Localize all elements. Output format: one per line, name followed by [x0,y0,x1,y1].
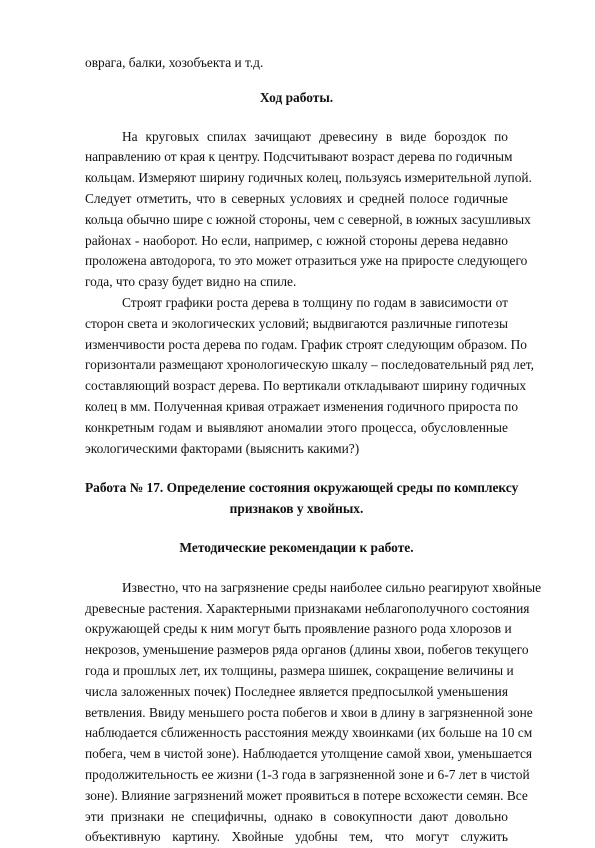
section-heading: Ход работы. [259,89,334,105]
paragraph-line: конкретным годам и выявляют аномалии этого процесса, обусловленные [85,419,508,435]
paragraph-2 [85,293,534,459]
spacer [85,459,508,478]
spacer [85,74,508,88]
paragraph-line: колец в мм. Полученная кривая отражает изменения годичного прироста по [85,398,519,414]
document-body [85,53,542,848]
paragraph-line: кольца обычно шире с южной стороны, чем с северной, в южных засушливых [85,211,531,227]
paragraph-line: наблюдается сближенность расстояния между хвоинками (их больше на 10 см [85,725,533,741]
spacer [85,109,508,127]
paragraph-line: объективную картину. Хвойные удобны тем, что могут служить [85,829,508,845]
paragraph-line: районах - наоборот. Но если, например, с южной стороны дерева недавно [85,232,508,248]
spacer [85,520,508,538]
paragraph-line: числа заложенных почек) Последнее является предпосылкой уменьшения [85,683,508,699]
paragraph-line: Следует отметить, что в северных условиях и средней полосе годичные [85,190,508,206]
paragraph-1 [85,127,532,293]
paragraph-line: горизонтали размещают хронологическую шкалу – последовательный ряд лет, [85,357,534,373]
paragraph-line: года, что сразу будет видно на спиле. [85,274,297,290]
paragraph-line: направлению от края к центру. Подсчитывают возраст дерева по годичным [85,149,513,165]
paragraph-line: побега, чем в чистой зоне). Наблюдается утолщение самой хвои, уменьшается [85,746,533,762]
paragraph-line: ветвления. Ввиду меньшего роста побегов и хвои в длину в загрязненной зоне [85,704,533,720]
paragraph-line: продолжительность ее жизни (1-3 года в загрязненной зоне и 6-7 лет в чистой [85,766,530,782]
spacer [85,559,508,578]
paragraph-line: окружающей среды к ним могут быть проявление разного рода хлорозов и [85,621,512,637]
work-title [85,478,519,520]
paragraph-line: древесные растения. Характерными признаками неблагополучного состояния [85,600,530,616]
intro-line: оврага, балки, хозобъекта и т.д. [85,55,264,70]
paragraph-line: эти признаки не специфичны, однако в совокупности дают довольно [85,808,508,824]
paragraph-line: Известно, что на загрязнение среды наиболее сильно реагируют хвойные [122,579,542,595]
paragraph-line: кольцам. Измеряют ширину годичных колец, пользуясь измерительной лупой. [85,170,532,186]
paragraph-line: сторон света и экологических условий; выдвигаются различные гипотезы [85,315,508,331]
work-title-line: признаков у хвойных. [229,501,364,517]
paragraph-line: Строят графики роста дерева в толщину по годам в зависимости от [122,294,508,310]
paragraph-line: года и прошлых лет, их толщины, размера шишек, сокращение величины и [85,662,514,678]
recommendations-heading: Методические рекомендации к работе. [179,539,414,555]
work-title-line: Работа № 17. Определение состояния окружающей среды по комплексу [85,480,519,496]
paragraph-line: проложена автодорога, то это может отразиться уже на приросте следующего [85,253,528,269]
paragraph-line: некрозов, уменьшение размеров ряда органов (длины хвои, побегов текущего [85,642,529,658]
paragraph-line: На круговых спилах зачищают древесину в виде бороздок по [122,128,508,144]
paragraph-line: составляющий возраст дерева. По вертикали откладывают ширину годичных [85,378,527,394]
paragraph-3 [85,578,542,848]
paragraph-line: зоне). Влияние загрязнений может проявиться в потере всхожести семян. Все [85,787,528,803]
paragraph-line: изменчивости роста дерева по годам. График строят следующим образом. По [85,336,527,352]
paragraph-line: экологическими факторами (выяснить какими?) [85,440,360,456]
